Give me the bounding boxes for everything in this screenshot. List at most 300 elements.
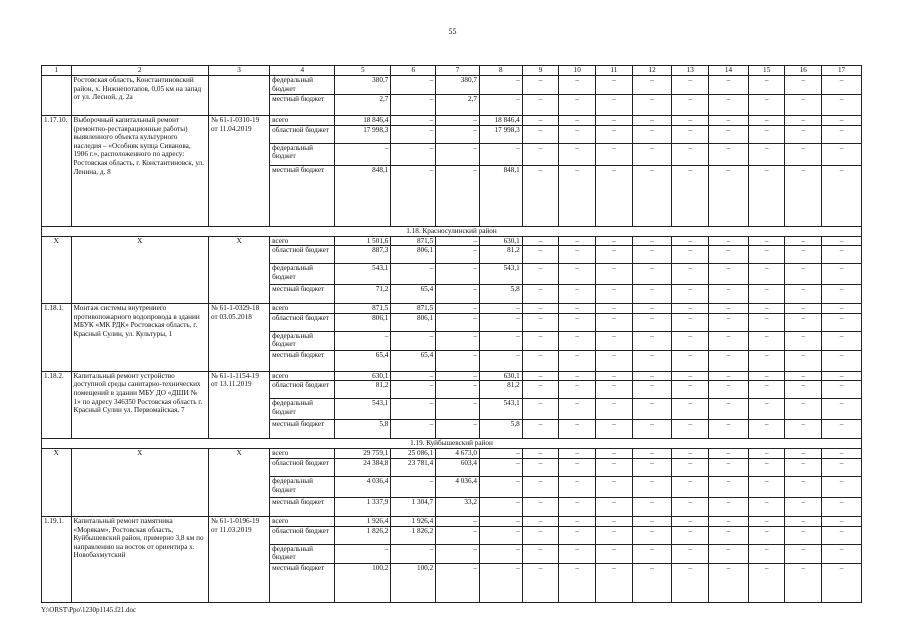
amount-cell: –: [391, 381, 436, 399]
empty-cell: –: [748, 116, 785, 126]
budget-type: местный бюджет: [270, 285, 335, 304]
row-number: 1.17.10.: [42, 116, 72, 227]
empty-cell: –: [709, 544, 749, 563]
empty-cell: –: [672, 304, 709, 314]
empty-cell: –: [748, 563, 785, 602]
amount-cell: –: [436, 544, 480, 563]
amount-cell: 543,1: [479, 264, 522, 285]
empty-cell: –: [632, 526, 672, 544]
column-header: 1: [42, 66, 72, 76]
budget-type: федеральный бюджет: [270, 264, 335, 285]
empty-cell: –: [748, 458, 785, 476]
amount-cell: –: [391, 371, 436, 381]
empty-cell: –: [822, 476, 862, 497]
amount-cell: 806,1: [391, 246, 436, 264]
amount-cell: –: [391, 116, 436, 126]
amount-cell: 380,7: [335, 76, 391, 95]
empty-cell: –: [596, 313, 633, 331]
amount-cell: 543,1: [479, 399, 522, 420]
budget-type: областной бюджет: [270, 313, 335, 331]
empty-cell: –: [709, 497, 749, 516]
empty-cell: –: [785, 563, 822, 602]
amount-cell: –: [436, 526, 480, 544]
empty-cell: –: [522, 304, 559, 314]
empty-cell: –: [672, 125, 709, 143]
empty-cell: –: [748, 331, 785, 350]
amount-cell: 1 826,2: [391, 526, 436, 544]
amount-cell: 1 501,6: [335, 236, 391, 246]
empty-cell: –: [785, 331, 822, 350]
empty-cell: –: [522, 544, 559, 563]
empty-cell: –: [822, 331, 862, 350]
empty-cell: –: [709, 236, 749, 246]
document-reference: № 61-1-0329-18 от 03.05.2018: [209, 304, 270, 372]
empty-cell: –: [559, 125, 596, 143]
empty-cell: –: [709, 563, 749, 602]
amount-cell: 4 036,4: [436, 476, 480, 497]
empty-cell: –: [709, 458, 749, 476]
empty-cell: –: [822, 563, 862, 602]
amount-cell: –: [391, 331, 436, 350]
amount-cell: –: [335, 331, 391, 350]
amount-cell: –: [436, 125, 480, 143]
amount-cell: 630,1: [335, 371, 391, 381]
empty-cell: –: [522, 125, 559, 143]
empty-cell: –: [632, 350, 672, 371]
column-header: 14: [709, 66, 749, 76]
table-row: [42, 304, 862, 314]
amount-cell: –: [436, 246, 480, 264]
object-description: Ростовская область, Константиновский район, х. Нижнепотапов, 0,05 км на запад от ул. Лесной, д. 2а: [71, 76, 209, 116]
amount-cell: 71,2: [335, 285, 391, 304]
financing-table: [41, 65, 862, 603]
empty-cell: –: [559, 331, 596, 350]
empty-cell: –: [522, 526, 559, 544]
amount-cell: 65,4: [335, 350, 391, 371]
amount-cell: –: [335, 143, 391, 165]
empty-cell: –: [785, 116, 822, 126]
object-description: Капитальный ремонт устройство доступной среды санитарно-технических помещений в здании МБУ ДО «ДШИ № 1» по адресу 346350 Ростовская область г. Красный Сулин ул. Первомайская, 7: [71, 371, 209, 439]
empty-cell: –: [822, 420, 862, 439]
empty-cell: –: [672, 516, 709, 526]
document-reference: № 61-1-0310-19 от 11.04.2019: [209, 116, 270, 227]
empty-cell: –: [709, 125, 749, 143]
amount-cell: 81,2: [479, 381, 522, 399]
amount-cell: –: [436, 313, 480, 331]
empty-cell: –: [522, 516, 559, 526]
empty-cell: –: [748, 497, 785, 516]
empty-cell: –: [632, 313, 672, 331]
empty-cell: –: [596, 350, 633, 371]
empty-cell: –: [522, 458, 559, 476]
empty-cell: –: [822, 95, 862, 116]
empty-cell: –: [559, 143, 596, 165]
empty-cell: –: [709, 526, 749, 544]
empty-cell: –: [672, 331, 709, 350]
empty-cell: –: [785, 313, 822, 331]
amount-cell: 5,8: [479, 285, 522, 304]
empty-cell: –: [559, 304, 596, 314]
amount-cell: 848,1: [479, 165, 522, 226]
amount-cell: 2,7: [335, 95, 391, 116]
empty-cell: –: [748, 304, 785, 314]
amount-cell: –: [391, 544, 436, 563]
empty-cell: –: [672, 264, 709, 285]
amount-cell: 100,2: [391, 563, 436, 602]
amount-cell: 23 781,4: [391, 458, 436, 476]
empty-cell: –: [785, 449, 822, 459]
amount-cell: 543,1: [335, 399, 391, 420]
amount-cell: –: [436, 285, 480, 304]
empty-cell: –: [785, 458, 822, 476]
section-title: 1.18. Красносулинский район: [42, 226, 862, 236]
empty-cell: –: [632, 331, 672, 350]
empty-cell: –: [822, 116, 862, 126]
empty-cell: –: [522, 264, 559, 285]
budget-type: федеральный бюджет: [270, 544, 335, 563]
empty-cell: –: [559, 264, 596, 285]
column-header: 17: [822, 66, 862, 76]
amount-cell: –: [479, 458, 522, 476]
empty-cell: –: [596, 381, 633, 399]
empty-cell: –: [559, 476, 596, 497]
empty-cell: –: [785, 381, 822, 399]
object-description: Выборочный капитальный ремонт (ремонтно-реставрационные работы) выявленного объекта культурного наследия – «Особняк купца Сиванова, 1906 г.», расположенного по адресу: Ростовская область, г. Константиновск, ул. Ленина, д. 8: [71, 116, 209, 227]
empty-cell: –: [522, 246, 559, 264]
amount-cell: 2,7: [436, 95, 480, 116]
empty-cell: –: [672, 236, 709, 246]
empty-cell: –: [596, 563, 633, 602]
empty-cell: –: [559, 350, 596, 371]
empty-cell: –: [785, 476, 822, 497]
amount-cell: –: [391, 399, 436, 420]
empty-cell: –: [785, 236, 822, 246]
empty-cell: –: [632, 304, 672, 314]
empty-cell: –: [822, 313, 862, 331]
amount-cell: 1 337,9: [335, 497, 391, 516]
empty-cell: –: [672, 95, 709, 116]
empty-cell: –: [672, 476, 709, 497]
empty-cell: –: [672, 116, 709, 126]
empty-cell: –: [596, 476, 633, 497]
column-header: 10: [559, 66, 596, 76]
empty-cell: –: [522, 399, 559, 420]
empty-cell: –: [709, 476, 749, 497]
budget-type: местный бюджет: [270, 497, 335, 516]
document-reference: № 61-1-0196-19 от 11.03.2019: [209, 516, 270, 602]
empty-cell: –: [596, 371, 633, 381]
amount-cell: 630,1: [479, 371, 522, 381]
amount-cell: 65,4: [391, 350, 436, 371]
empty-cell: –: [596, 143, 633, 165]
empty-cell: –: [822, 516, 862, 526]
empty-cell: –: [672, 526, 709, 544]
budget-type: федеральный бюджет: [270, 331, 335, 350]
empty-cell: –: [559, 371, 596, 381]
empty-cell: –: [709, 371, 749, 381]
amount-cell: –: [436, 516, 480, 526]
empty-cell: –: [559, 458, 596, 476]
empty-cell: –: [559, 76, 596, 95]
amount-cell: –: [479, 76, 522, 95]
empty-cell: –: [672, 350, 709, 371]
empty-cell: –: [672, 497, 709, 516]
table-row: [42, 449, 862, 459]
empty-cell: –: [596, 544, 633, 563]
empty-cell: –: [632, 285, 672, 304]
empty-cell: –: [785, 76, 822, 95]
amount-cell: 806,1: [335, 313, 391, 331]
amount-cell: 33,2: [436, 497, 480, 516]
amount-cell: –: [335, 544, 391, 563]
budget-type: всего: [270, 236, 335, 246]
empty-cell: –: [522, 331, 559, 350]
empty-cell: –: [559, 313, 596, 331]
row-number: 1.18.2.: [42, 371, 72, 439]
amount-cell: –: [479, 516, 522, 526]
empty-cell: –: [596, 125, 633, 143]
column-header: 9: [522, 66, 559, 76]
amount-cell: –: [479, 476, 522, 497]
amount-cell: 18 846,4: [479, 116, 522, 126]
empty-cell: –: [672, 381, 709, 399]
amount-cell: 1 826,2: [335, 526, 391, 544]
amount-cell: 1 926,4: [335, 516, 391, 526]
column-header: 3: [209, 66, 270, 76]
empty-cell: –: [522, 236, 559, 246]
table-row: [42, 76, 862, 95]
budget-type: всего: [270, 516, 335, 526]
amount-cell: –: [479, 563, 522, 602]
empty-cell: –: [748, 76, 785, 95]
amount-cell: –: [436, 563, 480, 602]
empty-cell: –: [785, 399, 822, 420]
empty-cell: –: [522, 476, 559, 497]
empty-cell: –: [748, 143, 785, 165]
amount-cell: –: [436, 143, 480, 165]
amount-cell: 25 086,1: [391, 449, 436, 459]
empty-cell: –: [822, 371, 862, 381]
empty-cell: –: [522, 350, 559, 371]
amount-cell: 543,1: [335, 264, 391, 285]
empty-cell: –: [559, 165, 596, 226]
empty-cell: –: [785, 420, 822, 439]
empty-cell: –: [822, 246, 862, 264]
empty-cell: –: [748, 350, 785, 371]
amount-cell: 5,8: [479, 420, 522, 439]
empty-cell: –: [596, 304, 633, 314]
empty-cell: –: [522, 449, 559, 459]
empty-cell: –: [672, 563, 709, 602]
empty-cell: –: [672, 371, 709, 381]
empty-cell: –: [632, 544, 672, 563]
empty-cell: –: [559, 544, 596, 563]
amount-cell: –: [479, 304, 522, 314]
amount-cell: –: [479, 544, 522, 563]
empty-cell: –: [632, 116, 672, 126]
empty-cell: –: [709, 143, 749, 165]
empty-cell: –: [596, 285, 633, 304]
amount-cell: 630,1: [479, 236, 522, 246]
budget-type: областной бюджет: [270, 381, 335, 399]
empty-cell: –: [748, 95, 785, 116]
empty-cell: –: [672, 449, 709, 459]
table-row: [42, 236, 862, 246]
empty-cell: –: [785, 350, 822, 371]
amount-cell: –: [391, 95, 436, 116]
empty-cell: –: [709, 331, 749, 350]
empty-cell: –: [596, 116, 633, 126]
empty-cell: –: [596, 399, 633, 420]
amount-cell: –: [391, 143, 436, 165]
empty-cell: –: [748, 476, 785, 497]
empty-cell: –: [522, 371, 559, 381]
row-number: [42, 76, 72, 116]
budget-type: областной бюджет: [270, 526, 335, 544]
empty-cell: –: [672, 76, 709, 95]
amount-cell: –: [479, 95, 522, 116]
empty-cell: –: [522, 381, 559, 399]
empty-cell: –: [785, 371, 822, 381]
empty-cell: –: [822, 236, 862, 246]
empty-cell: –: [709, 420, 749, 439]
amount-cell: 18 846,4: [335, 116, 391, 126]
empty-cell: –: [785, 285, 822, 304]
empty-cell: –: [596, 165, 633, 226]
column-header: 15: [748, 66, 785, 76]
empty-cell: –: [748, 125, 785, 143]
column-header: 6: [391, 66, 436, 76]
budget-type: местный бюджет: [270, 95, 335, 116]
amount-cell: –: [436, 331, 480, 350]
amount-cell: 1 304,7: [391, 497, 436, 516]
budget-type: областной бюджет: [270, 458, 335, 476]
amount-cell: –: [391, 420, 436, 439]
budget-type: федеральный бюджет: [270, 476, 335, 497]
empty-cell: –: [559, 116, 596, 126]
empty-cell: –: [672, 143, 709, 165]
empty-cell: –: [785, 497, 822, 516]
empty-cell: –: [632, 264, 672, 285]
empty-cell: –: [559, 236, 596, 246]
amount-cell: –: [436, 371, 480, 381]
empty-cell: –: [596, 246, 633, 264]
column-header: 4: [270, 66, 335, 76]
amount-cell: –: [479, 143, 522, 165]
table-row: [42, 516, 862, 526]
empty-cell: –: [672, 246, 709, 264]
empty-cell: –: [748, 449, 785, 459]
empty-cell: –: [748, 371, 785, 381]
empty-cell: –: [632, 399, 672, 420]
column-header: 2: [71, 66, 209, 76]
amount-cell: 871,5: [391, 236, 436, 246]
empty-cell: –: [632, 236, 672, 246]
empty-cell: –: [785, 95, 822, 116]
empty-cell: –: [709, 381, 749, 399]
file-path-footer: Y:\ORST\Ppo\1230p1145.f21.doc: [41, 606, 137, 614]
budget-type: федеральный бюджет: [270, 399, 335, 420]
amount-cell: 848,1: [335, 165, 391, 226]
budget-type: местный бюджет: [270, 350, 335, 371]
column-header: 16: [785, 66, 822, 76]
empty-cell: –: [822, 544, 862, 563]
amount-cell: 603,4: [436, 458, 480, 476]
empty-cell: –: [709, 165, 749, 226]
empty-cell: –: [672, 313, 709, 331]
empty-cell: –: [709, 516, 749, 526]
empty-cell: –: [632, 143, 672, 165]
empty-cell: –: [822, 165, 862, 226]
amount-cell: –: [436, 381, 480, 399]
amount-cell: –: [436, 165, 480, 226]
empty-cell: –: [822, 381, 862, 399]
empty-cell: –: [596, 236, 633, 246]
amount-cell: 871,5: [391, 304, 436, 314]
amount-cell: 29 759,1: [335, 449, 391, 459]
empty-cell: –: [559, 563, 596, 602]
empty-cell: –: [596, 76, 633, 95]
empty-cell: –: [559, 285, 596, 304]
amount-cell: 887,3: [335, 246, 391, 264]
empty-cell: –: [672, 285, 709, 304]
x-marker: X: [209, 236, 270, 304]
empty-cell: –: [632, 449, 672, 459]
budget-type: местный бюджет: [270, 420, 335, 439]
empty-cell: –: [822, 143, 862, 165]
empty-cell: –: [632, 497, 672, 516]
amount-cell: 81,2: [479, 246, 522, 264]
amount-cell: –: [436, 420, 480, 439]
column-header: 8: [479, 66, 522, 76]
empty-cell: –: [672, 399, 709, 420]
empty-cell: –: [522, 76, 559, 95]
empty-cell: –: [522, 95, 559, 116]
amount-cell: –: [436, 236, 480, 246]
x-marker: X: [71, 449, 209, 517]
empty-cell: –: [748, 516, 785, 526]
empty-cell: –: [522, 563, 559, 602]
empty-cell: –: [822, 350, 862, 371]
empty-cell: –: [559, 399, 596, 420]
header-row: [42, 66, 862, 76]
empty-cell: –: [709, 264, 749, 285]
empty-cell: –: [822, 497, 862, 516]
empty-cell: –: [522, 497, 559, 516]
object-description: Монтаж системы внутреннего противопожарного водопровода в здании МБУК «МК РДК» Ростовская область, г. Красный Сулин, ул. Культуры, 1: [71, 304, 209, 372]
amount-cell: 871,5: [335, 304, 391, 314]
empty-cell: –: [709, 285, 749, 304]
empty-cell: –: [748, 236, 785, 246]
empty-cell: –: [785, 264, 822, 285]
empty-cell: –: [632, 381, 672, 399]
amount-cell: –: [479, 313, 522, 331]
empty-cell: –: [709, 76, 749, 95]
empty-cell: –: [822, 125, 862, 143]
empty-cell: –: [785, 246, 822, 264]
document-reference: [209, 76, 270, 116]
budget-type: всего: [270, 371, 335, 381]
budget-type: всего: [270, 449, 335, 459]
amount-cell: –: [391, 76, 436, 95]
budget-type: федеральный бюджет: [270, 143, 335, 165]
empty-cell: –: [822, 285, 862, 304]
empty-cell: –: [596, 95, 633, 116]
row-number: 1.18.1.: [42, 304, 72, 372]
empty-cell: –: [822, 526, 862, 544]
empty-cell: –: [785, 165, 822, 226]
empty-cell: –: [522, 285, 559, 304]
